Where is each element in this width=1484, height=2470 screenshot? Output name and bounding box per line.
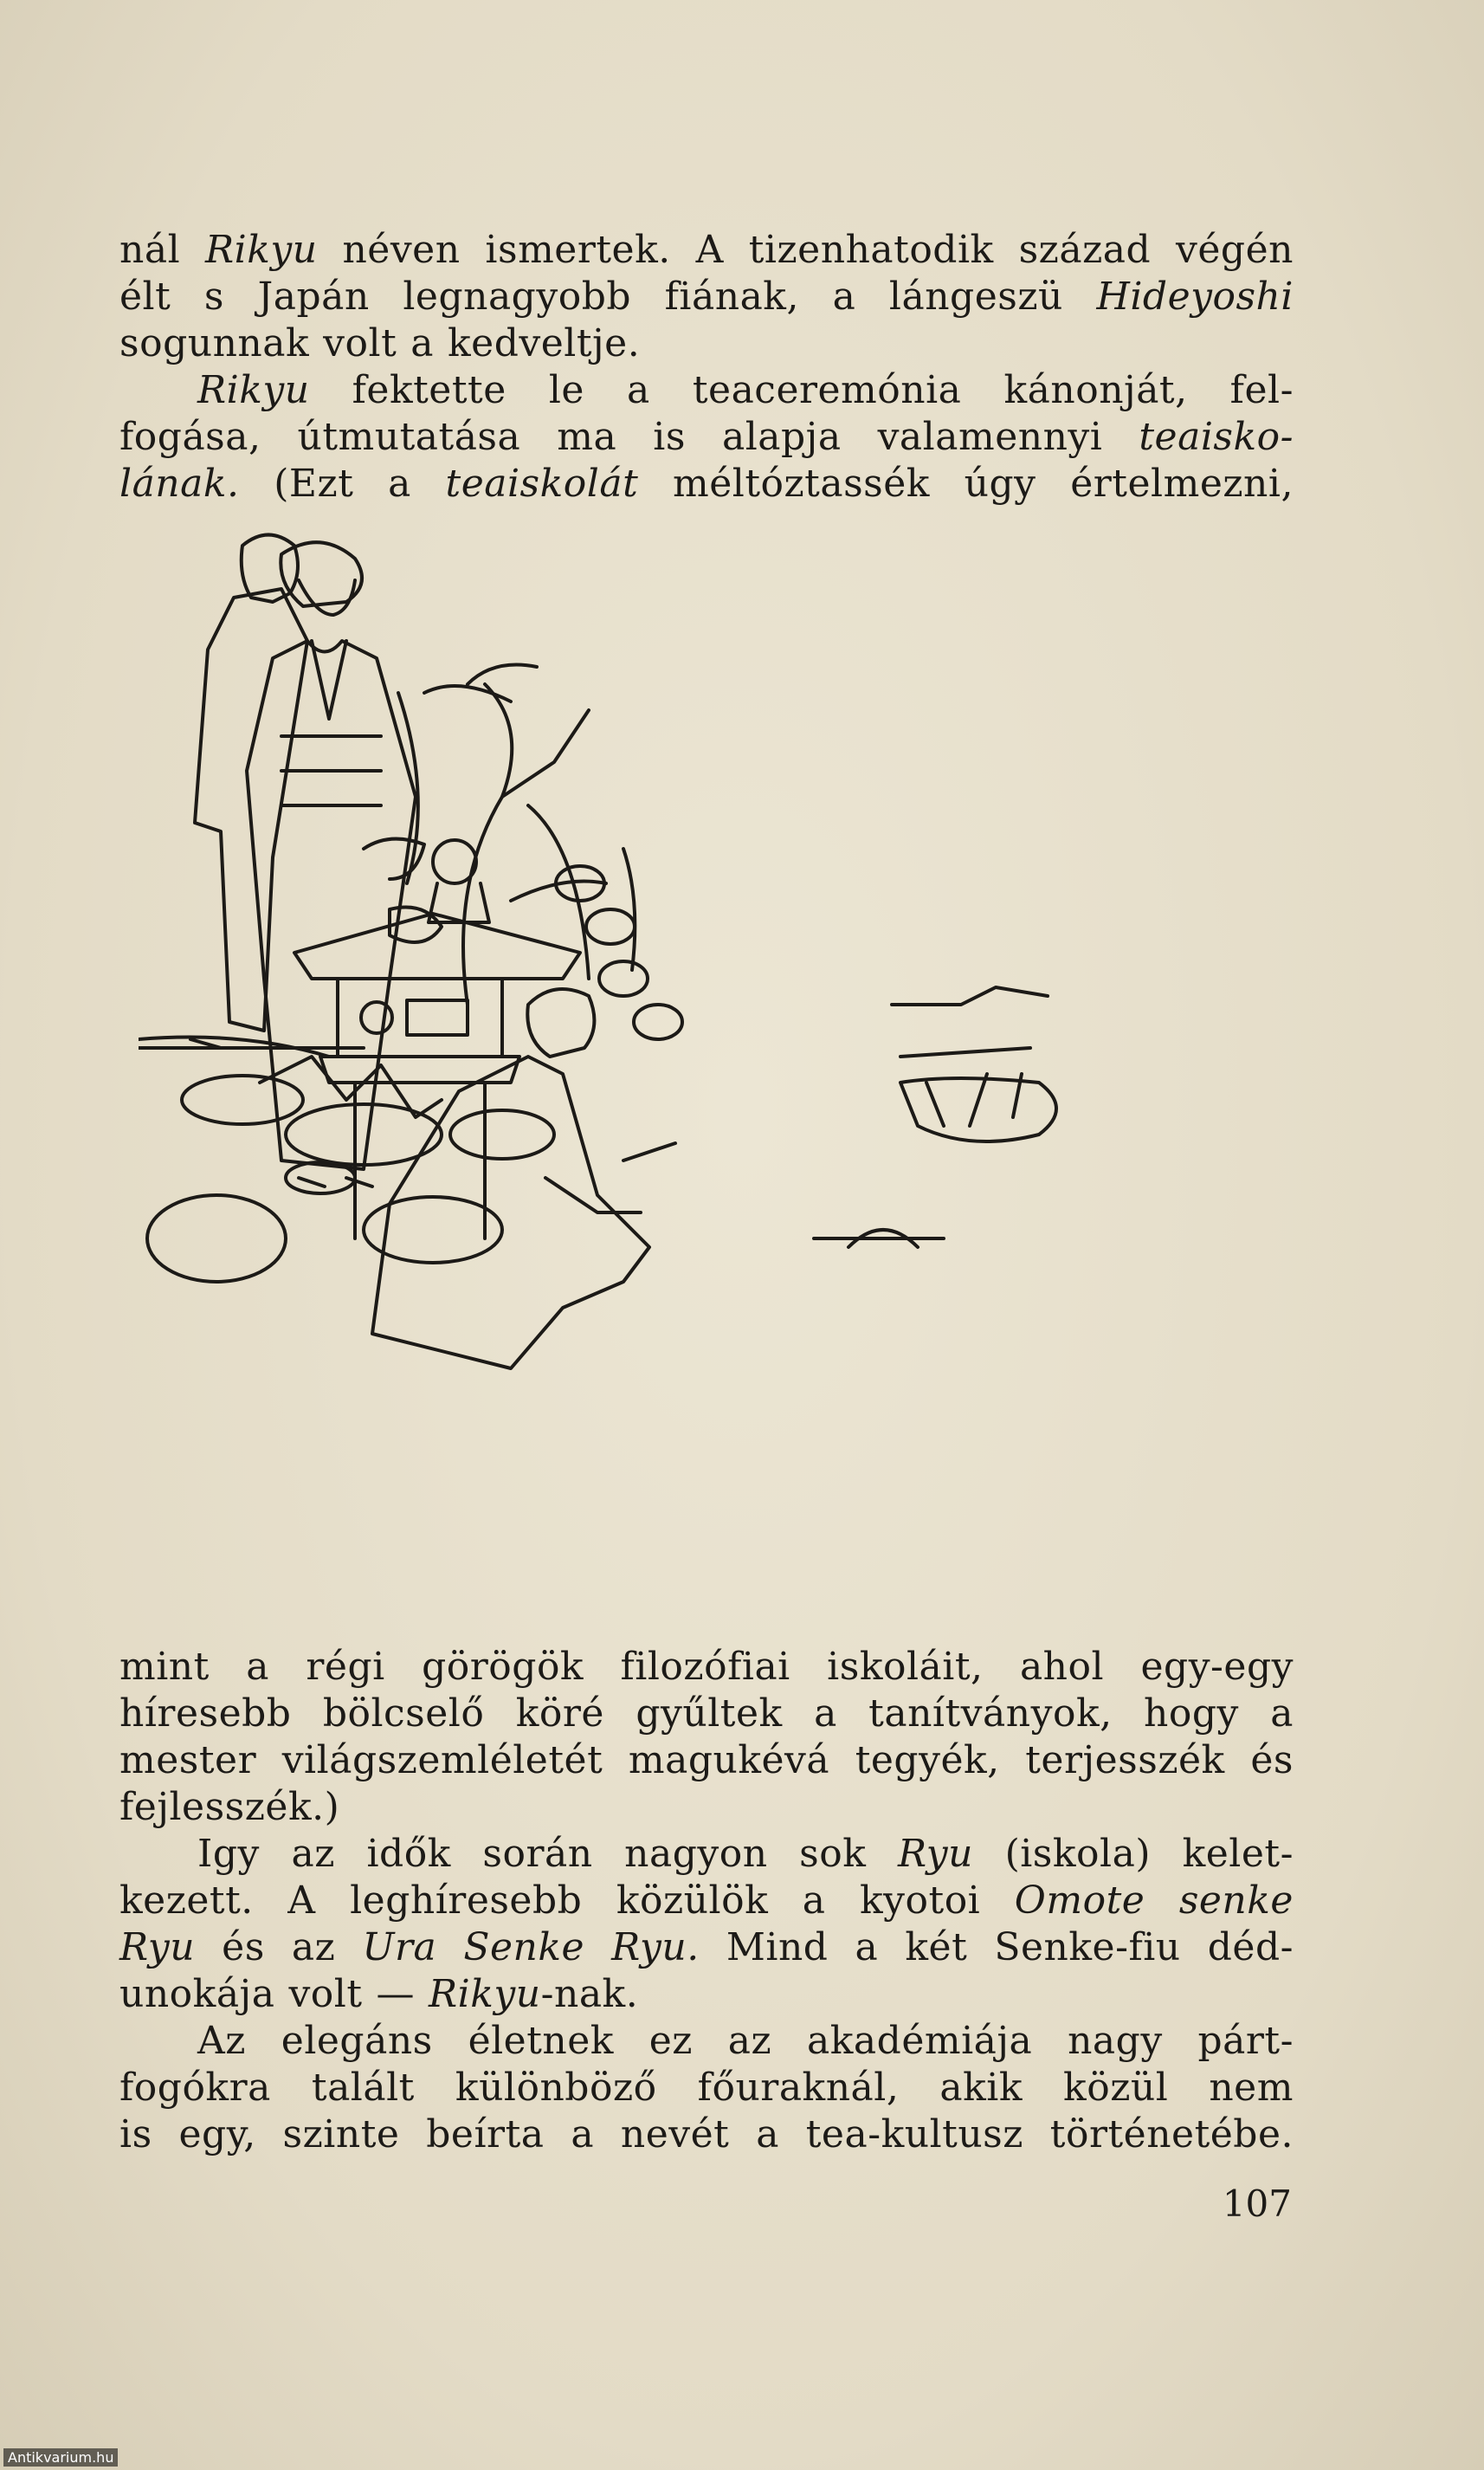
- word: akik: [939, 2066, 1023, 2110]
- word: nagyon: [624, 1832, 768, 1876]
- word: Ryu: [897, 1832, 973, 1876]
- word: tizenhatodik: [748, 228, 994, 272]
- word: szinte: [282, 2112, 400, 2156]
- word: Hideyoshi: [1096, 275, 1294, 319]
- word: Rikyu: [205, 228, 318, 272]
- word: egy-egy: [1140, 1645, 1294, 1689]
- word: nagy: [1068, 2019, 1163, 2063]
- word: fejlesszék.): [119, 1785, 340, 1829]
- word: a: [410, 321, 434, 365]
- word: történetébe.: [1049, 2112, 1294, 2156]
- word: ez: [648, 2019, 693, 2063]
- text-line: [119, 274, 1294, 320]
- text-line: [119, 1737, 1294, 1784]
- word: sok: [799, 1832, 867, 1876]
- word: le: [548, 368, 584, 412]
- word: közülök: [616, 1878, 769, 1923]
- word: volt: [288, 1972, 363, 2016]
- paragraph-block-bottom: [119, 1644, 1294, 2158]
- word: a: [571, 2112, 595, 2156]
- word: két: [905, 1925, 968, 1969]
- word: (iskola): [1004, 1832, 1152, 1876]
- word: mint: [119, 1645, 210, 1689]
- word: Omote: [1014, 1878, 1145, 1923]
- word: hogy: [1143, 1691, 1239, 1736]
- word: régi: [306, 1645, 385, 1689]
- word: Ura: [362, 1925, 437, 1969]
- word: gyűltek: [636, 1691, 783, 1736]
- word: beírta: [426, 2112, 545, 2156]
- word: bölcselő: [322, 1691, 485, 1736]
- word: akadémiája: [807, 2019, 1033, 2063]
- word: a: [388, 462, 411, 506]
- word: is: [119, 2112, 152, 2156]
- word: teaceremónia: [692, 368, 962, 412]
- word: fogása,: [119, 415, 261, 459]
- word: Japán: [257, 275, 370, 319]
- word: század: [1018, 228, 1152, 272]
- word: ismertek.: [485, 228, 671, 272]
- word: elegáns: [281, 2019, 433, 2063]
- text-line: [119, 1924, 1294, 1971]
- round-leaf-plant: [528, 805, 682, 1039]
- word: iskoláit,: [827, 1645, 984, 1689]
- word: talált: [311, 2066, 415, 2110]
- word: s: [203, 275, 224, 319]
- word: a: [814, 1691, 837, 1736]
- word: A: [695, 228, 724, 272]
- word: a: [855, 1925, 879, 1969]
- paragraph-block-top: [119, 227, 1294, 508]
- word: úgy: [964, 462, 1036, 506]
- word: méltóztassék: [672, 462, 930, 506]
- word: Rikyu-nak.: [429, 1972, 639, 2016]
- word: életnek: [468, 2019, 614, 2063]
- word: egy,: [178, 2112, 256, 2156]
- word: nevét: [620, 2112, 730, 2156]
- word: ahol: [1019, 1645, 1105, 1689]
- word: Mind: [726, 1925, 829, 1969]
- word: lángeszü: [888, 275, 1063, 319]
- word: leghíresebb: [350, 1878, 583, 1923]
- word: görögök: [422, 1645, 584, 1689]
- word: kyotoi: [860, 1878, 981, 1923]
- page-number: 107: [1222, 2182, 1292, 2225]
- word: és: [222, 1925, 265, 1969]
- word: kezett.: [119, 1878, 254, 1923]
- text-line: [119, 227, 1294, 274]
- word: mester: [119, 1738, 257, 1782]
- word: kelet-: [1182, 1832, 1294, 1876]
- text-line: [119, 2018, 1294, 2065]
- word: az: [727, 2019, 772, 2063]
- word: fogókra: [119, 2066, 271, 2110]
- text-line: [119, 414, 1294, 461]
- word: legnagyobb: [403, 275, 632, 319]
- stone-lantern: [294, 840, 580, 1238]
- word: idők: [366, 1832, 451, 1876]
- word: a: [802, 1878, 826, 1923]
- word: filozófiai: [620, 1645, 790, 1689]
- word: nál: [119, 228, 181, 272]
- text-line: [119, 1831, 1294, 1878]
- text-line: [119, 1644, 1294, 1691]
- text-line: [119, 1784, 1294, 1831]
- text-line: [119, 1971, 1294, 2018]
- word: a: [627, 368, 650, 412]
- kneeling-gardener-figure: [372, 989, 675, 1368]
- word: Rikyu: [197, 368, 310, 412]
- text-line: [119, 2065, 1294, 2111]
- word: Ryu.: [611, 1925, 700, 1969]
- word: néven: [342, 228, 461, 272]
- word: élt: [119, 275, 171, 319]
- word: teaisko-: [1139, 415, 1294, 459]
- word: magukévá: [628, 1738, 830, 1782]
- word: ma: [557, 415, 617, 459]
- text-line: [119, 1878, 1294, 1924]
- word: fektette: [352, 368, 506, 412]
- word: világszemléletét: [281, 1738, 603, 1782]
- word: során: [482, 1832, 593, 1876]
- word: Igy: [197, 1832, 260, 1876]
- word: is: [653, 415, 686, 459]
- word: alapja: [721, 415, 842, 459]
- word: az: [291, 1925, 336, 1969]
- word: Senke-fiu: [994, 1925, 1181, 1969]
- word: köré: [515, 1691, 604, 1736]
- word: lának.: [119, 462, 240, 506]
- word: senke: [1178, 1878, 1294, 1923]
- tea-garden-illustration: [139, 520, 1264, 1611]
- word: —: [376, 1972, 416, 2016]
- word: tea-kultusz: [805, 2112, 1023, 2156]
- word: valamennyi: [877, 415, 1103, 459]
- word: a: [246, 1645, 269, 1689]
- text-line: [119, 461, 1294, 508]
- word: a: [832, 275, 856, 319]
- text-line: [119, 320, 1294, 367]
- word: teaiskolát: [445, 462, 639, 506]
- word: terjesszék: [1025, 1738, 1225, 1782]
- word: kedveltje.: [448, 321, 641, 365]
- text-line: [119, 367, 1294, 414]
- word: (Ezt: [274, 462, 354, 506]
- word: az: [291, 1832, 335, 1876]
- word: déd-: [1207, 1925, 1294, 1969]
- word: a: [756, 2112, 779, 2156]
- word: útmutatása: [297, 415, 521, 459]
- word: fiának,: [664, 275, 799, 319]
- word: Senke: [463, 1925, 585, 1969]
- word: végén: [1176, 228, 1294, 272]
- pine-branches: [364, 665, 606, 1005]
- word: nem: [1209, 2066, 1294, 2110]
- word: és: [1250, 1738, 1294, 1782]
- word: különböző: [455, 2066, 657, 2110]
- word: kánonját,: [1003, 368, 1188, 412]
- word: A: [287, 1878, 316, 1923]
- word: tanítványok,: [868, 1691, 1113, 1736]
- word: párt-: [1197, 2019, 1294, 2063]
- word: a: [1270, 1691, 1294, 1736]
- word: unokája: [119, 1972, 275, 2016]
- text-line: [119, 2111, 1294, 2158]
- text-line: [119, 1691, 1294, 1737]
- word: fel-: [1229, 368, 1294, 412]
- watermark-label: Antikvarium.hu: [3, 2448, 118, 2467]
- illustration-drawing: [139, 520, 1264, 1611]
- word: volt: [323, 321, 397, 365]
- word: híresebb: [119, 1691, 292, 1736]
- word: Ryu: [119, 1925, 196, 1969]
- word: Az: [197, 2019, 246, 2063]
- word: értelmezni,: [1070, 462, 1294, 506]
- word: tegyék,: [855, 1738, 1000, 1782]
- word: sogunnak: [119, 321, 310, 365]
- word: főuraknál,: [697, 2066, 900, 2110]
- word: közül: [1063, 2066, 1169, 2110]
